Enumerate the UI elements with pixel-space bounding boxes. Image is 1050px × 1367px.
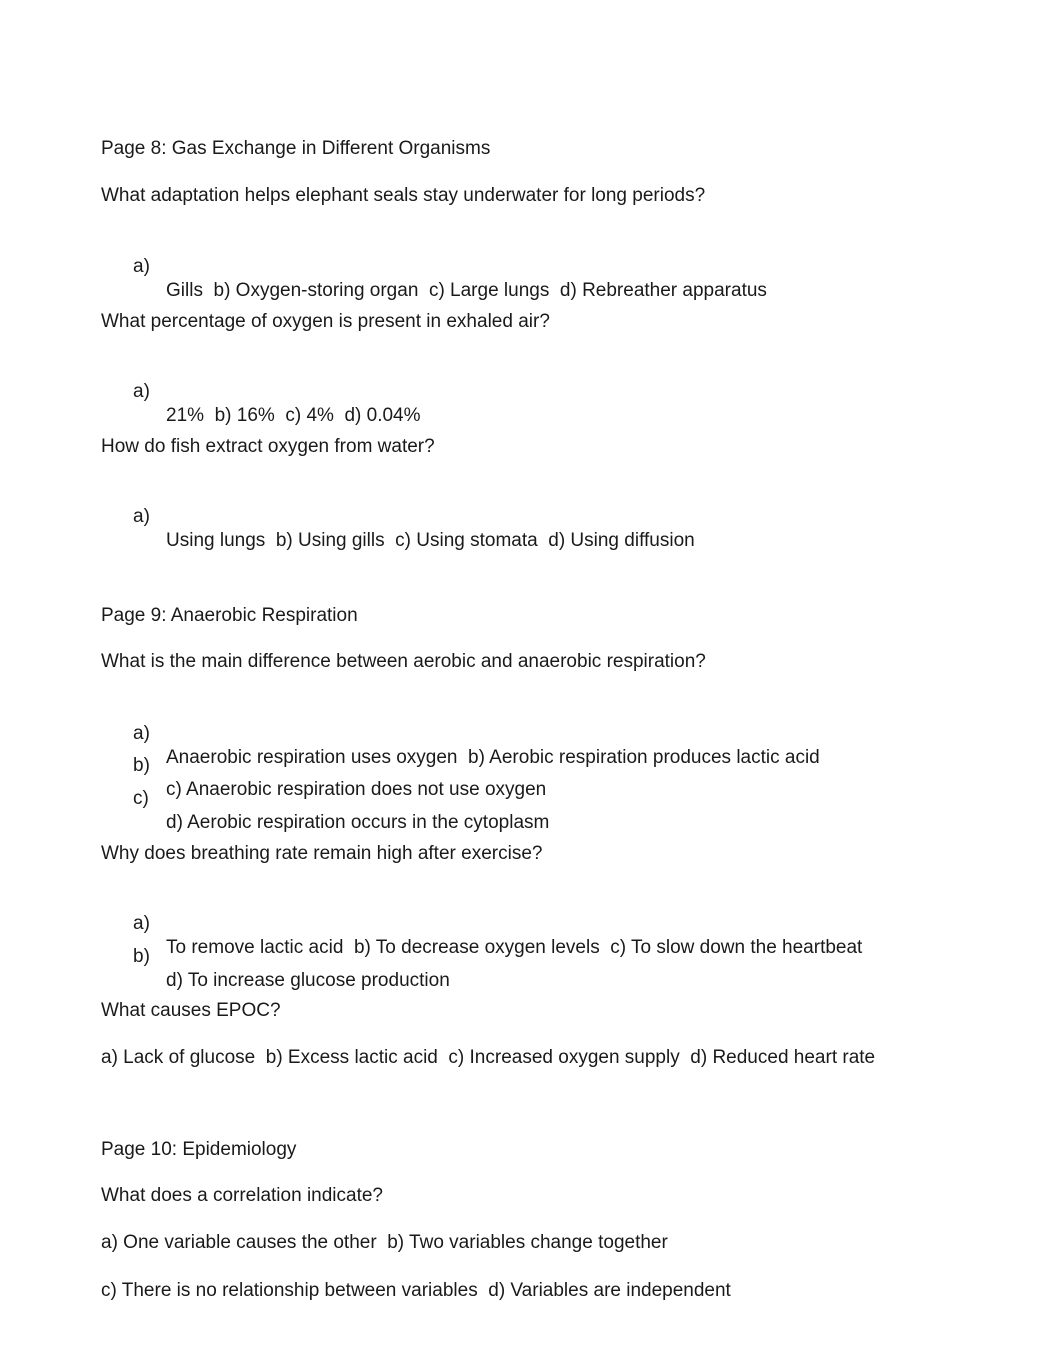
list-item-text: Gills b) Oxygen-storing organ c) Large lungs d) Rebreather apparatus (166, 280, 767, 301)
list-item (0, 356, 1050, 428)
answer-line-epoc: a) Lack of glucose b) Excess lactic acid c) Increased oxygen supply d) Reduced heart rate (101, 1047, 876, 1068)
list-marker: a) (133, 381, 150, 402)
question-correlation: What does a correlation indicate? (101, 1185, 383, 1206)
list-item-text: d) Aerobic respiration occurs in the cytoplasm (166, 812, 550, 833)
page10-heading: Page 10: Epidemiology (101, 1139, 297, 1160)
list-marker: a) (133, 256, 150, 277)
list-item-text: c) Anaerobic respiration does not use oxygen (166, 779, 547, 800)
answer-line-correlation-1: a) One variable causes the other b) Two variables change together (101, 1232, 668, 1253)
list-item (0, 481, 1050, 553)
list-marker: c) (133, 788, 149, 809)
page8-heading: Page 8: Gas Exchange in Different Organisms (101, 138, 491, 159)
list-marker: a) (133, 506, 150, 527)
question-aerobic-anaerobic: What is the main difference between aerobic and anaerobic respiration? (101, 651, 706, 672)
list-item (0, 921, 1050, 993)
list-item-text: Anaerobic respiration uses oxygen b) Aerobic respiration produces lactic acid (166, 747, 820, 768)
list-item (0, 231, 1050, 303)
question-epoc: What causes EPOC? (101, 1000, 281, 1021)
question-fish-oxygen: How do fish extract oxygen from water? (101, 436, 435, 457)
list-marker: b) (133, 946, 150, 967)
list-item-text: d) To increase glucose production (166, 970, 450, 991)
list-item-text: Using lungs b) Using gills c) Using stomata d) Using diffusion (166, 530, 695, 551)
list-marker: b) (133, 755, 150, 776)
list-marker: a) (133, 723, 150, 744)
list-item (0, 763, 1050, 835)
question-elephant-seals: What adaptation helps elephant seals stay underwater for long periods? (101, 185, 706, 206)
list-item-text: 21% b) 16% c) 4% d) 0.04% (166, 405, 421, 426)
question-breathing-rate: Why does breathing rate remain high after exercise? (101, 843, 543, 864)
answer-line-correlation-2: c) There is no relationship between variables d) Variables are independent (101, 1280, 731, 1301)
list-item-text: To remove lactic acid b) To decrease oxygen levels c) To slow down the heartbeat (166, 937, 863, 958)
list-marker: a) (133, 913, 150, 934)
page9-heading: Page 9: Anaerobic Respiration (101, 605, 358, 626)
question-exhaled-oxygen: What percentage of oxygen is present in exhaled air? (101, 311, 550, 332)
